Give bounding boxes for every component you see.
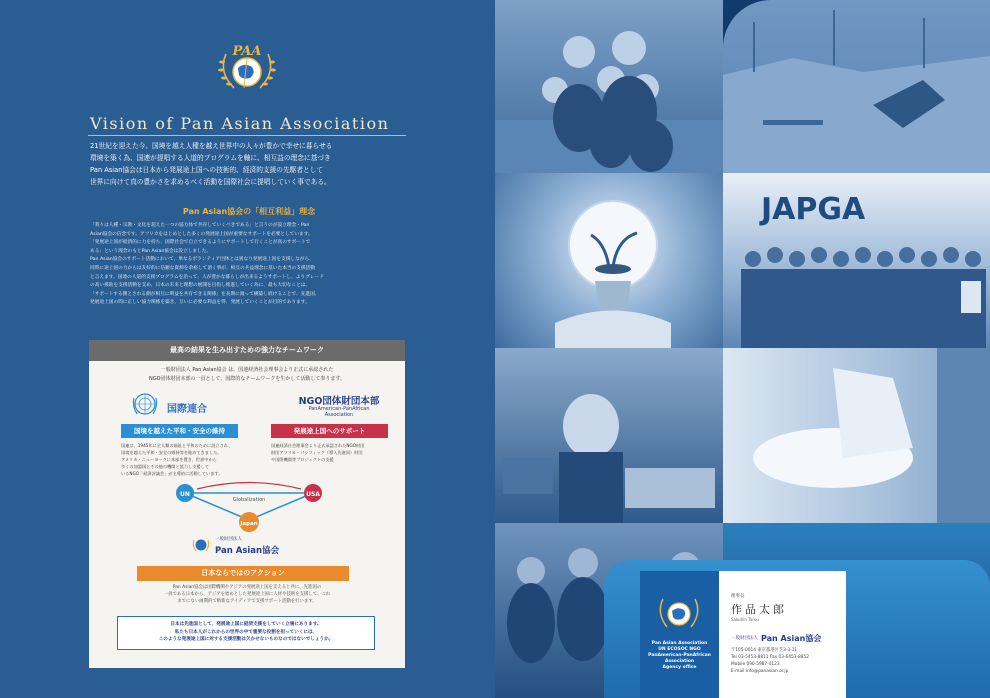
teamwork-card [89,340,405,668]
card-name: 作品太郎 [731,603,787,616]
teamwork-intro [103,366,391,383]
pan-asian-name: Pan Asian協会 [215,546,280,556]
japan-action-description [117,584,377,605]
text-line: Mobile 090-5987-0123 [731,662,780,667]
text-line: 国連経済社会理事会より正式承認されたNGO財団 [271,443,365,448]
teamwork-header: 最高の結果を生み出すための強力なチームワーク [89,340,405,361]
pan-asian-type: 一般財団法人 [215,537,242,542]
card-org-type: 一般財団法人 [731,636,758,641]
text-line: 一般財団法人 Pan Asian協会 は、国連経済社会理事会より正式に承認された [160,367,334,373]
card-name-roman: Sakuhin Tarou [731,617,759,622]
text-line: までにない画期的で斬新なアイディアで支援サポート活動を行います。 [177,599,317,604]
text-line: Pan Asian協会のサポート活動において、単なるボランティア団体とは異なり発展途上国を支援しながら、 [90,257,314,263]
usa-node-label: USA [306,491,320,498]
text-line: 〒105-0014 東京都港区芝3-3-11 [731,648,798,653]
group-photo [723,173,990,348]
title-divider [88,135,406,136]
pan-asian-emblem-icon [191,536,211,554]
philosophy-text [90,222,408,308]
text-line: E-mail info@panasian.or.jp [731,669,789,674]
card-role: 理事長 [731,594,745,599]
text-line: Association [324,412,354,418]
card-info-side [719,571,846,698]
ngo-mission-bar: 発展途上国へのサポート [271,424,388,438]
children-photo [495,0,723,173]
construction-photo [723,0,990,173]
un-name: 国際連合 [167,404,207,415]
text-line: と言えます。国連の人道的支援プログラムを沿って、人が豊かな暮らしが出来るようサポートし、よりグレード [90,274,324,280]
text-line: 国境を越えた平和・安全の維持等を進めてきました。 [121,450,222,455]
ngo-description [271,442,391,463]
globalization-diagram [169,480,329,536]
sewing-photo [495,348,723,523]
text-line: 「発展途上国が経済的に力を持ち、国際社会で自立できるようにサポートして行くことが真のサポートで [90,240,311,246]
text-line: 国連は、1945年に全人類の福祉と平和のために設立され、 [121,443,233,448]
text-line: ある」という理念のもとPan Asian協会は設立しました。 [90,248,212,254]
text-line: の高い援助を支援活動を支め、日本の未来と理想の展開を目指し推進していく為に、最も大切なことは、 [90,283,311,289]
ngo-name: NGO団体財団本部 [298,396,380,407]
text-line: Asian協会の信念です。アフリカをはじめとした多くの発展途上国が重要なサポートを必要としています。 [90,231,313,237]
text-line: NGO団体財団本部の一員として、国際的なチームワークを生かして活動して参ります。 [148,375,346,382]
text-line: 同時に途上国の力からは友好的に信頼な資源を余裕して頂く事が、相互の共益理念に基いた本当の支援活動 [90,265,316,271]
un-description [121,442,241,477]
text-line: 多くの加盟国とその他の機関と協力し支援して [121,464,209,469]
text-line: 日本は先進国として、発展途上国に経済支援をしていく立場にあります。 [170,622,322,627]
japan-action-bar: 日本ならではのアクション [137,566,349,581]
card-organization [640,641,719,671]
banner-sign: JAPGA [761,192,866,227]
text-line: 私たち日本人がこれからの世界の中で重要な役割を担っていくには、 [174,629,318,635]
text-line: Agency office [662,665,697,670]
philosophy-title: Pan Asian協会の「相互利益」理念 [182,207,316,216]
text-line: 21世紀を迎えた今、国境を越え人種を越え世界中の人々が豊かで幸せに暮らせる [90,142,333,150]
vision-title: Vision of Pan Asian Association [90,114,390,133]
un-emblem-icon [131,390,159,418]
card-org-name: Pan Asian協会 [761,634,822,643]
paa-card-emblem-icon [653,591,705,633]
text-line: PanAmerican-PanAfrican Association [648,653,711,664]
un-mission-bar: 国境を越えた平和・安全の維持 [121,424,238,438]
card-contact [731,647,809,675]
text-line: Pan Asian Association [651,641,708,646]
text-line: Pan Asian協会は日本から発展途上国への技術的、経済的支援の先駆者として [90,166,324,174]
text-line: 世界に向けて真の豊かさを求めるべく活動を国際社会に提唱していく事である。 [90,178,331,186]
text-line: や国際機関等プロジェクトの支援 [271,457,334,462]
text-line: アメリカ・ニューヨークに本部を置き、世界中から [121,457,217,462]
text-line: Pan Asian協会は国際機関やアジアの発展途上国を支えると共に、先進国の [172,585,322,590]
lightbulb-photo [495,173,723,348]
paa-logo: PAA [212,40,282,96]
globalization-label: Globalization [232,497,266,503]
text-line: 財団アフリカ・パシフィック（導入先進国）財団 [271,450,363,455]
vision-statement [90,140,408,188]
card-logo-side [640,571,719,698]
text-line: 発展途上国の間に正しい協力関係を築き、互いに必要な利益を得、発展していくことが目的であります。 [90,300,310,306]
text-line: いるNGO「経済評議会」が主導的に活動しています。 [121,471,223,476]
text-line: 環境を築く為、国連が提唱する人道的プログラムを軸に、相互益の理念に基づき [90,154,331,162]
un-node-label: UN [180,491,190,498]
ngo-subtitle [284,406,394,418]
closing-statement [117,616,375,650]
business-card [640,571,846,698]
japan-node-label: Japan [240,521,258,527]
text-line: UN ECOSOC NGO [658,647,701,652]
text-line: Tel 03-5453-8811 Fax 03-6453-8852 [731,655,809,660]
text-line: 「サポートする側とされる側が相互に利益を共有できる関係」を長期に渡って構築し続けることで、先進国、 [90,291,320,297]
text-line: 「我々は人種・宗教・文化を超えた一つの協力体で共存していくべきである」と言うのが設立理念・Pan [90,223,310,228]
text-line: PanAmerican-PanAfrican [308,406,370,412]
care-photo [723,348,990,523]
text-line: 一員である日本から、アジアを始めとした発展途上国に人材や技術を支援して、これ [163,592,331,597]
text-line: このような発展途上国に対する支援活動は欠かせないものなのではないでしょうか。 [158,637,334,642]
